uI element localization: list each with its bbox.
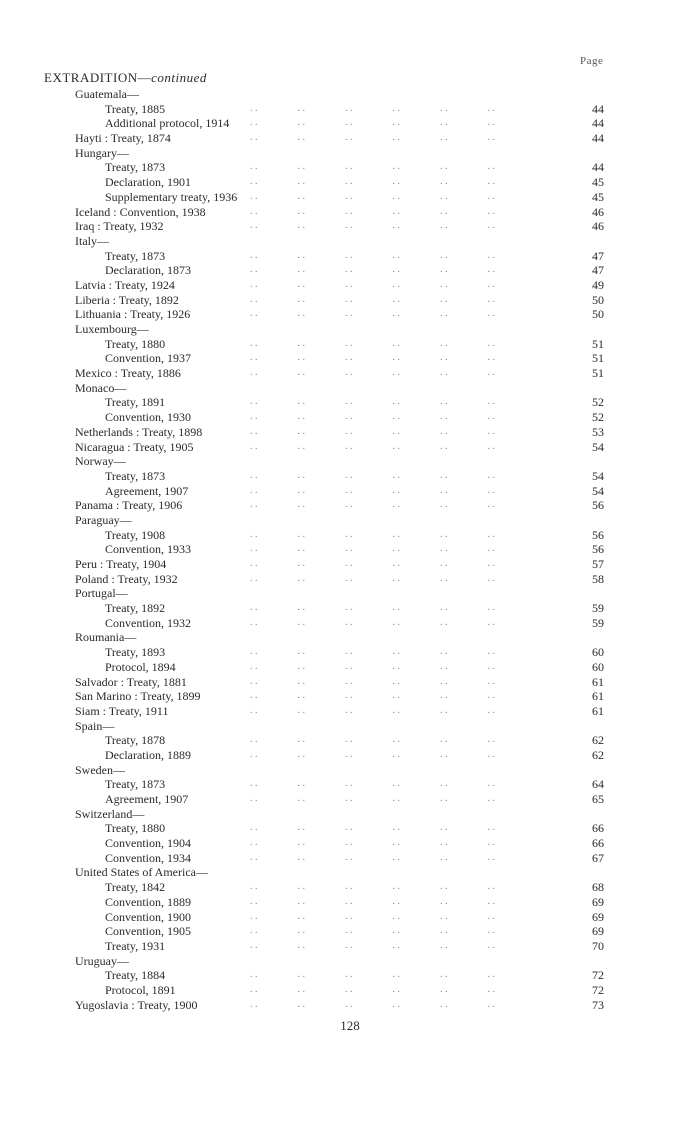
entry-label: Panama : Treaty, 1906 (75, 498, 183, 513)
index-entry (0, 572, 700, 587)
dot-leader: . . . . . . . . . . . . (250, 469, 495, 481)
entry-page-number: 66 (592, 821, 604, 836)
entry-label: Treaty, 1880 (105, 336, 166, 351)
entry-page-number: 59 (592, 615, 604, 630)
index-subentry (0, 836, 700, 851)
entry-page-number: 53 (592, 424, 604, 439)
index-entry (0, 630, 700, 645)
entry-label: Latvia : Treaty, 1924 (75, 277, 175, 292)
entry-label: Nicaragua : Treaty, 1905 (75, 439, 194, 454)
entry-label: Convention, 1933 (105, 542, 191, 557)
dot-leader: . . . . . . . . . . . . (250, 675, 495, 687)
entry-label: San Marino : Treaty, 1899 (75, 689, 201, 704)
entry-label: Treaty, 1931 (105, 938, 166, 953)
entry-label: Uruguay— (75, 953, 129, 968)
dot-leader: . . . . . . . . . . . . (250, 528, 495, 540)
entry-label: Iraq : Treaty, 1932 (75, 219, 164, 234)
entry-label: Additional protocol, 1914 (105, 116, 230, 131)
index-entry (0, 381, 700, 396)
dot-leader: . . . . . . . . . . . . (250, 572, 495, 584)
entry-label: Declaration, 1889 (105, 747, 191, 762)
index-subentry (0, 102, 700, 117)
index-subentry (0, 983, 700, 998)
dot-leader: . . . . . . . . . . . . (250, 543, 495, 555)
index-subentry (0, 880, 700, 895)
entry-label: Agreement, 1907 (105, 792, 189, 806)
index-entry (0, 307, 700, 322)
entry-label: Spain— (75, 718, 115, 733)
entry-page-number: 51 (592, 351, 604, 366)
entry-label: Treaty, 1892 (105, 601, 166, 616)
entry-label: Guatemala— (75, 87, 139, 101)
index-entry (0, 454, 700, 469)
index-subentry (0, 263, 700, 278)
index-entry (0, 234, 700, 249)
index-entry (0, 146, 700, 161)
entry-label: Switzerland— (75, 806, 145, 821)
entry-page-number: 46 (592, 219, 604, 234)
index-subentry (0, 175, 700, 190)
index-subentry (0, 777, 700, 792)
dot-leader: . . . . . . . . . . . . (250, 881, 495, 893)
index-subentry (0, 601, 700, 616)
index-subentry (0, 351, 700, 366)
entry-page-number: 52 (592, 395, 604, 410)
entry-label: Treaty, 1891 (105, 395, 166, 410)
index-subentry (0, 660, 700, 675)
entry-label: Luxembourg— (75, 322, 149, 336)
index-subentry (0, 733, 700, 748)
entry-page-number: 61 (592, 689, 604, 704)
entry-page-number: 52 (592, 410, 604, 425)
entry-page-number: 57 (592, 557, 604, 571)
dot-leader: . . . . . . . . . . . . (250, 264, 495, 276)
dot-leader: . . . . . . . . . . . . (250, 558, 495, 569)
entry-label: Lithuania : Treaty, 1926 (75, 307, 191, 322)
entry-label: Mexico : Treaty, 1886 (75, 366, 181, 381)
entry-label: Treaty, 1893 (105, 645, 166, 660)
entry-label: Treaty, 1842 (105, 880, 166, 895)
dot-leader: . . . . . . . . . . . . (250, 778, 495, 790)
entry-label: Declaration, 1901 (105, 175, 191, 190)
index-entry (0, 807, 700, 822)
entry-page-number: 45 (592, 189, 604, 204)
entry-page-number: 69 (592, 924, 604, 939)
index-subentry (0, 190, 700, 205)
dot-leader: . . . . . . . . . . . . (250, 411, 495, 423)
index-subentry (0, 939, 700, 954)
entry-label: Treaty, 1873 (105, 160, 166, 175)
entry-page-number: 54 (592, 483, 604, 498)
index-subentry (0, 968, 700, 983)
entry-page-number: 47 (592, 248, 604, 263)
entry-label: Sweden— (75, 762, 125, 777)
index-subentry (0, 910, 700, 925)
index-entry (0, 440, 700, 455)
dot-leader: . . . . . . . . . . . . (250, 939, 495, 951)
dot-leader: . . . . . . . . . . . . (250, 440, 495, 452)
entry-label: Treaty, 1885 (105, 101, 166, 116)
index-subentry (0, 821, 700, 836)
entry-label: Convention, 1930 (105, 410, 191, 425)
entry-label: Convention, 1905 (105, 924, 191, 939)
dot-leader: . . . . . . . . . . . . (250, 132, 495, 144)
entry-page-number: 51 (592, 336, 604, 351)
dot-leader: . . . . . . . . . . . . (250, 337, 495, 349)
index-subentry (0, 748, 700, 763)
index-entry (0, 675, 700, 690)
entry-page-number: 56 (592, 527, 604, 542)
entry-label: Iceland : Convention, 1938 (75, 204, 206, 219)
dot-leader: . . . . . . . . . . . . (250, 367, 495, 379)
entry-page-number: 46 (592, 204, 604, 219)
dot-leader: . . . . . . . . . . . . (250, 117, 495, 129)
entry-page-number: 73 (592, 997, 604, 1012)
entry-label: Convention, 1934 (105, 850, 191, 865)
entry-page-number: 64 (592, 777, 604, 792)
index-entry (0, 557, 700, 572)
index-subentry (0, 645, 700, 660)
entry-label: Siam : Treaty, 1911 (75, 703, 169, 718)
section-heading: EXTRADITION—continued (44, 70, 207, 85)
entry-page-number: 66 (592, 836, 604, 851)
entry-page-number: 56 (592, 542, 604, 557)
entry-page-number: 44 (592, 131, 604, 146)
index-subentry (0, 249, 700, 264)
dot-leader: . . . . . . . . . . . . (250, 910, 495, 922)
index-entry (0, 87, 700, 102)
index-subentry (0, 469, 700, 484)
index-entry (0, 366, 700, 381)
entry-label: Treaty, 1878 (105, 733, 166, 748)
index-entry (0, 293, 700, 308)
entry-label: Portugal— (75, 586, 128, 601)
index-entry (0, 322, 700, 337)
entry-label: Netherlands : Treaty, 1898 (75, 424, 203, 439)
dot-leader: . . . . . . . . . . . . (250, 646, 495, 658)
entry-page-number: 47 (592, 263, 604, 278)
dot-leader: . . . . . . . . . . . . (250, 352, 495, 364)
dot-leader: . . . . . . . . . . . . (250, 793, 495, 804)
dot-leader: . . . . . . . . . . . . (250, 102, 495, 114)
index-subentry (0, 395, 700, 410)
dot-leader: . . . . . . . . . . . . (250, 704, 495, 716)
entry-page-number: 54 (592, 468, 604, 483)
dot-leader: . . . . . . . . . . . . (250, 998, 495, 1010)
index-subentry (0, 851, 700, 866)
index-entry (0, 205, 700, 220)
entry-page-number: 44 (592, 101, 604, 116)
index-entry (0, 954, 700, 969)
entry-page-number: 59 (592, 601, 604, 616)
entry-label: Paraguay— (75, 512, 132, 527)
entry-label: Declaration, 1873 (105, 263, 191, 278)
index-list (0, 87, 700, 1012)
index-subentry (0, 160, 700, 175)
index-entry (0, 998, 700, 1013)
entry-label: Convention, 1937 (105, 351, 191, 366)
page-column-label: Page (580, 55, 604, 67)
entry-page-number: 68 (592, 880, 604, 895)
dot-leader: . . . . . . . . . . . . (250, 396, 495, 408)
dot-leader: . . . . . . . . . . . . (250, 278, 495, 290)
index-subentry (0, 410, 700, 425)
entry-label: Salvador : Treaty, 1881 (75, 674, 187, 689)
dot-leader: . . . . . . . . . . . . (250, 616, 495, 628)
dot-leader: . . . . . . . . . . . . (250, 308, 495, 320)
dot-leader: . . . . . . . . . . . . (250, 895, 495, 907)
dot-leader: . . . . . . . . . . . . (250, 161, 495, 173)
index-subentry (0, 337, 700, 352)
entry-page-number: 56 (592, 498, 604, 513)
entry-page-number: 44 (592, 160, 604, 175)
index-subentry (0, 895, 700, 910)
index-subentry (0, 924, 700, 939)
entry-page-number: 54 (592, 439, 604, 454)
dot-leader: . . . . . . . . . . . . (250, 837, 495, 849)
index-entry (0, 513, 700, 528)
dot-leader: . . . . . . . . . . . . (250, 851, 495, 863)
entry-label: Supplementary treaty, 1936 (105, 189, 238, 204)
entry-label: Roumania— (75, 630, 137, 645)
dot-leader: . . . . . . . . . . . . (250, 748, 495, 760)
entry-page-number: 50 (592, 292, 604, 307)
index-entry (0, 498, 700, 513)
folio-number: 128 (340, 1018, 360, 1033)
index-entry (0, 704, 700, 719)
dot-leader: . . . . . . . . . . . . (250, 822, 495, 834)
index-entry (0, 425, 700, 440)
entry-page-number: 70 (592, 938, 604, 953)
dot-leader: . . . . . . . . . . . . (250, 484, 495, 496)
entry-page-number: 62 (592, 747, 604, 762)
entry-page-number: 67 (592, 850, 604, 865)
entry-label: Agreement, 1907 (105, 483, 189, 498)
entry-page-number: 65 (592, 792, 604, 806)
entry-page-number: 61 (592, 674, 604, 689)
index-subentry (0, 616, 700, 631)
entry-label: Liberia : Treaty, 1892 (75, 292, 179, 307)
entry-label: Yugoslavia : Treaty, 1900 (75, 997, 198, 1012)
entry-page-number: 72 (592, 968, 604, 983)
index-subentry (0, 542, 700, 557)
entry-label: Italy— (75, 233, 109, 248)
entry-label: Protocol, 1894 (105, 659, 176, 674)
dot-leader: . . . . . . . . . . . . (250, 983, 495, 995)
entry-label: United States of America— (75, 865, 208, 880)
entry-page-number: 58 (592, 571, 604, 586)
entry-label: Protocol, 1891 (105, 982, 176, 997)
entry-label: Convention, 1932 (105, 615, 191, 630)
dot-leader: . . . . . . . . . . . . (250, 293, 495, 305)
index-entry (0, 763, 700, 778)
entry-page-number: 51 (592, 366, 604, 381)
entry-label: Treaty, 1873 (105, 248, 166, 263)
dot-leader: . . . . . . . . . . . . (250, 660, 495, 672)
index-entry (0, 719, 700, 734)
entry-label: Convention, 1889 (105, 894, 191, 909)
index-entry (0, 131, 700, 146)
entry-page-number: 69 (592, 894, 604, 909)
entry-label: Norway— (75, 454, 126, 469)
entry-page-number: 49 (592, 277, 604, 292)
entry-label: Poland : Treaty, 1932 (75, 571, 178, 586)
dot-leader: . . . . . . . . . . . . (250, 205, 495, 217)
entry-label: Monaco— (75, 380, 127, 395)
entry-page-number: 62 (592, 733, 604, 748)
dot-leader: . . . . . . . . . . . . (250, 176, 495, 188)
entry-label: Convention, 1904 (105, 836, 191, 851)
index-entry (0, 689, 700, 704)
entry-label: Hungary— (75, 145, 129, 160)
entry-label: Treaty, 1873 (105, 468, 166, 483)
entry-label: Treaty, 1873 (105, 777, 166, 792)
entry-page-number: 69 (592, 909, 604, 924)
entry-page-number: 60 (592, 659, 604, 674)
dot-leader: . . . . . . . . . . . . (250, 249, 495, 261)
index-subentry (0, 528, 700, 543)
dot-leader: . . . . . . . . . . . . (250, 969, 495, 981)
entry-page-number: 72 (592, 982, 604, 997)
dot-leader: . . . . . . . . . . . . (250, 499, 495, 511)
continued-label: continued (151, 70, 207, 85)
index-entry (0, 219, 700, 234)
entry-page-number: 45 (592, 175, 604, 190)
entry-label: Treaty, 1880 (105, 821, 166, 836)
entry-page-number: 50 (592, 307, 604, 322)
entry-label: Treaty, 1908 (105, 527, 166, 542)
dot-leader: . . . . . . . . . . . . (250, 425, 495, 437)
entry-label: Treaty, 1884 (105, 968, 166, 983)
index-subentry (0, 116, 700, 131)
dot-leader: . . . . . . . . . . . . (250, 190, 495, 202)
dot-leader: . . . . . . . . . . . . (250, 220, 495, 232)
entry-label: Hayti : Treaty, 1874 (75, 131, 171, 146)
index-subentry (0, 792, 700, 807)
index-entry (0, 865, 700, 880)
index-entry (0, 586, 700, 601)
entry-label: Convention, 1900 (105, 909, 191, 924)
section-title: EXTRADITION (44, 70, 138, 85)
dot-leader: . . . . . . . . . . . . (250, 690, 495, 702)
entry-page-number: 60 (592, 645, 604, 660)
dot-leader: . . . . . . . . . . . . (250, 925, 495, 937)
dot-leader: . . . . . . . . . . . . (250, 734, 495, 746)
entry-page-number: 61 (592, 703, 604, 718)
index-entry (0, 278, 700, 293)
entry-label: Peru : Treaty, 1904 (75, 557, 167, 571)
dot-leader: . . . . . . . . . . . . (250, 602, 495, 614)
entry-page-number: 44 (592, 116, 604, 131)
index-subentry (0, 484, 700, 499)
